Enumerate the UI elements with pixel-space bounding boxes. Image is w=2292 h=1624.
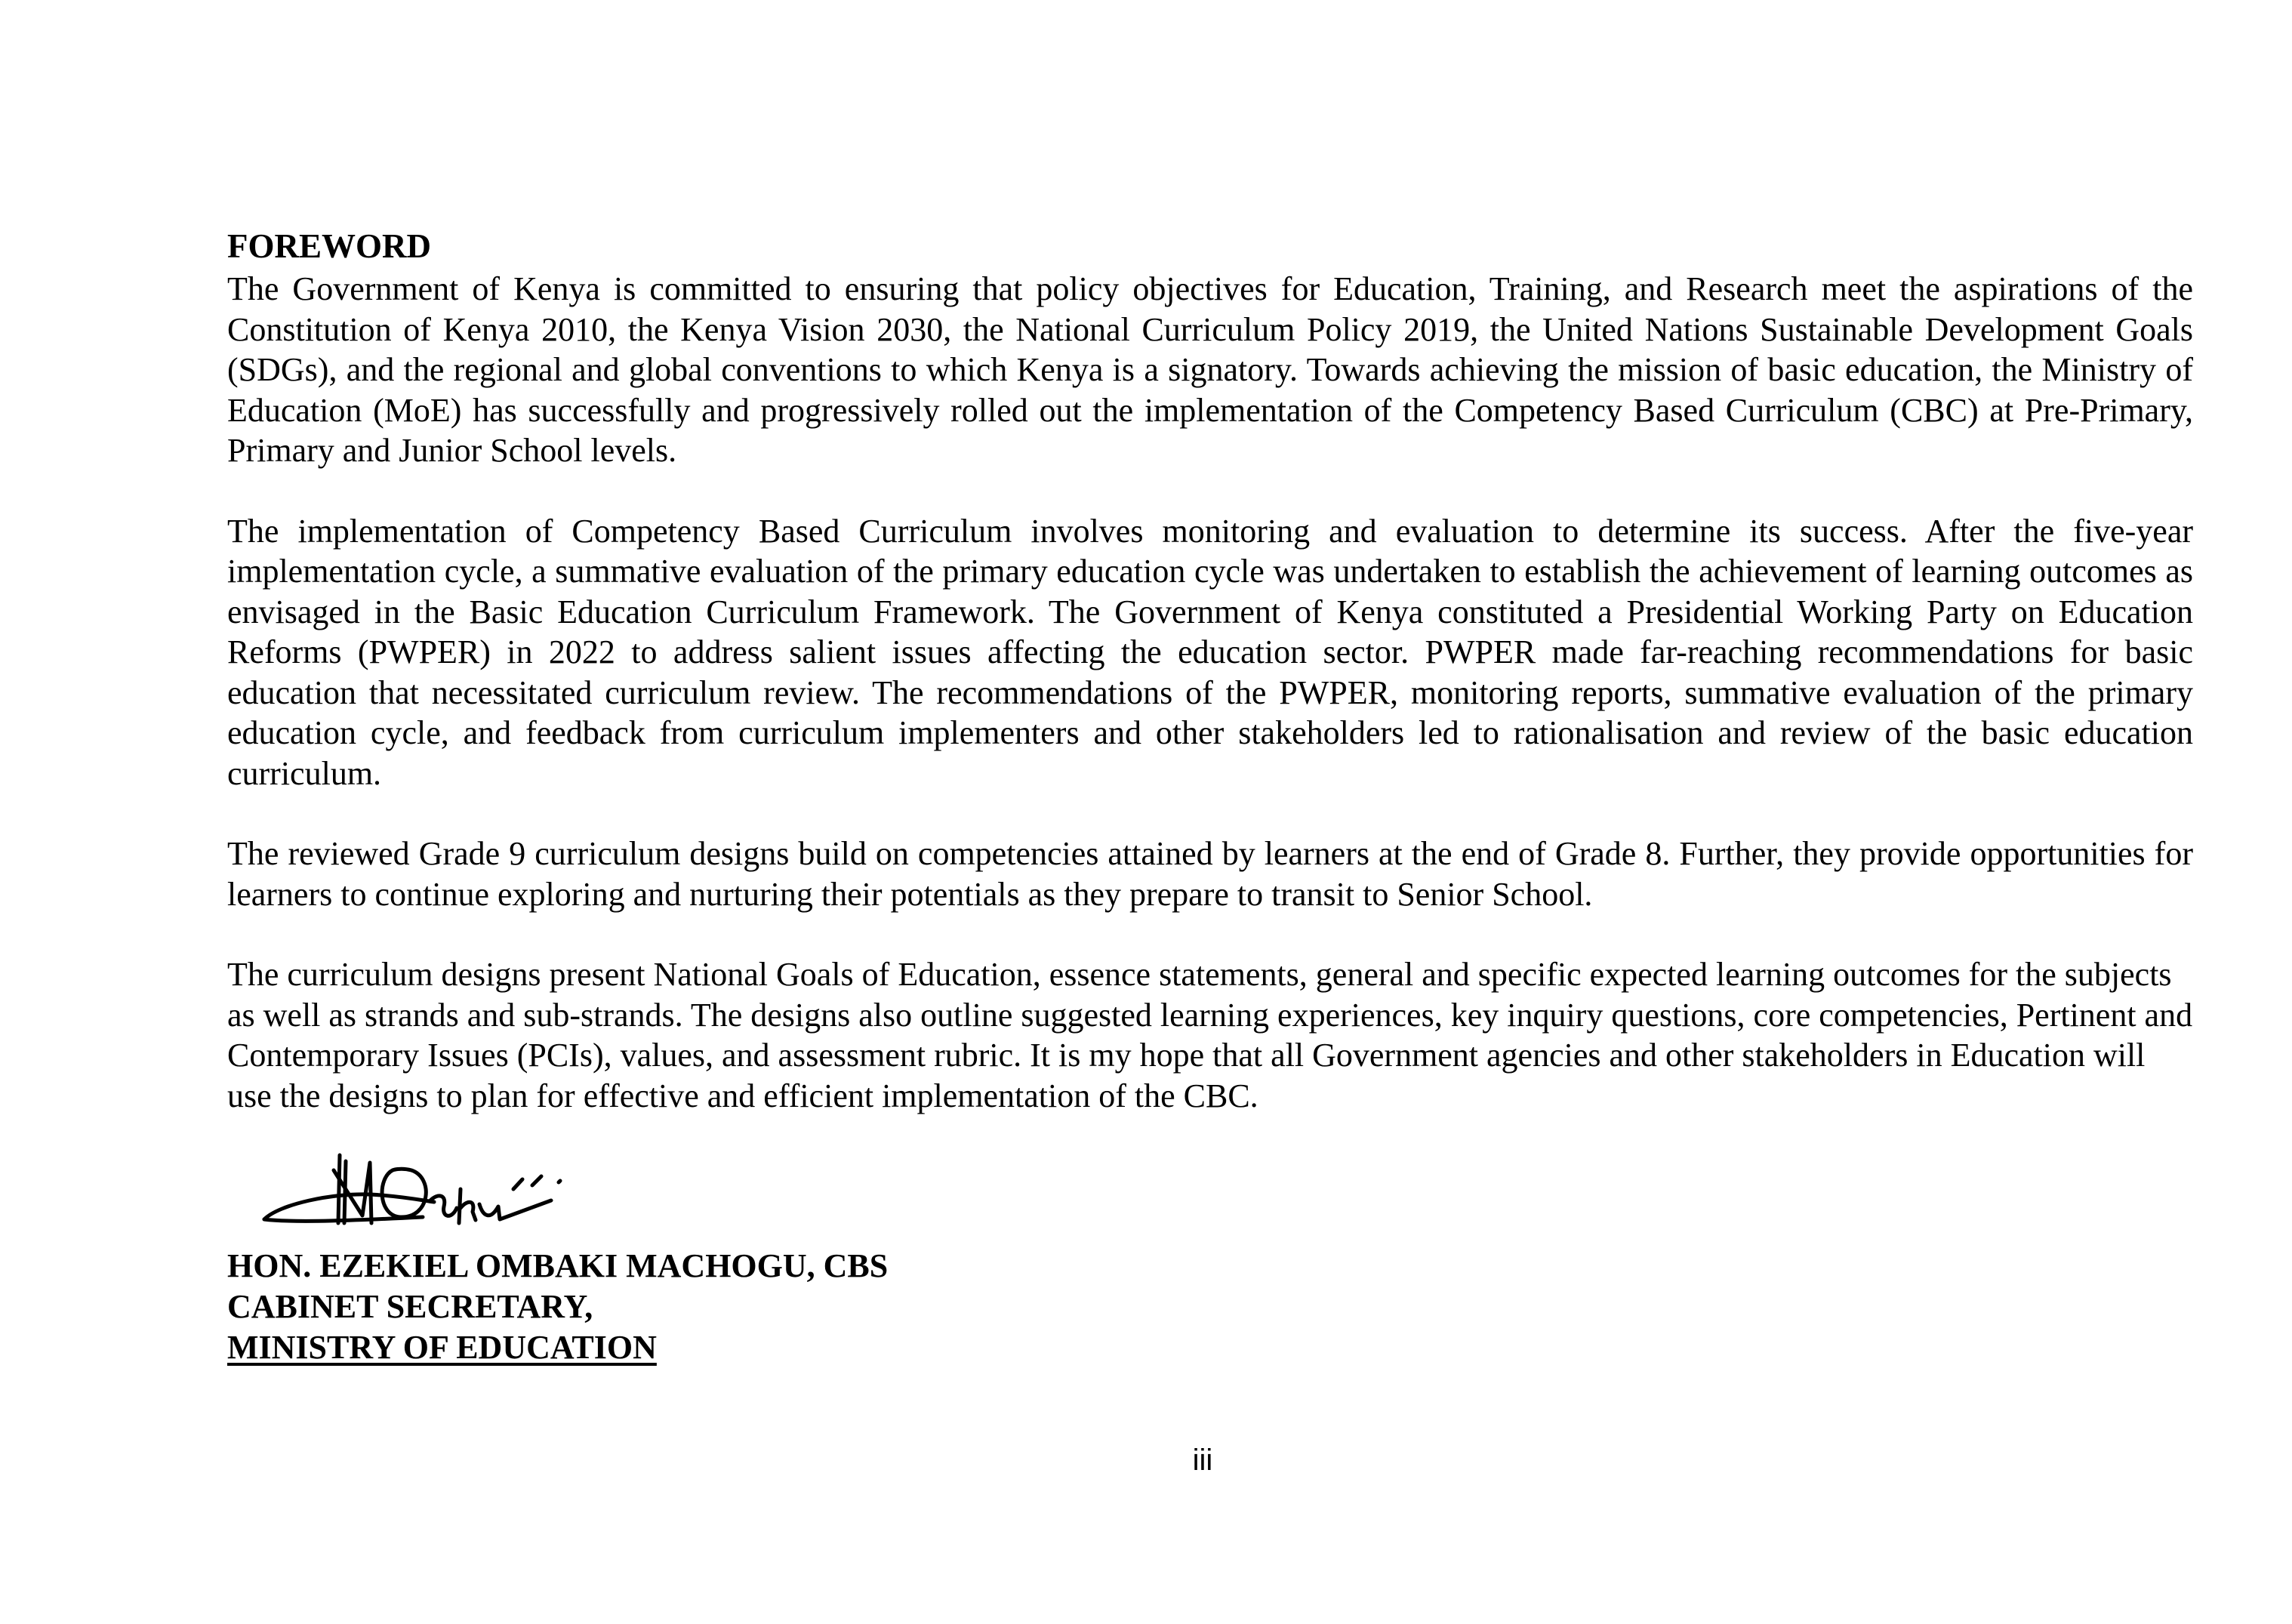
page-title: FOREWORD — [227, 227, 431, 265]
signature-icon — [249, 1148, 642, 1238]
paragraph-1: The Government of Kenya is committed to ensuring that policy objectives for Education, Training, and Research meet the aspirations of the Constitution of Kenya 2010, the Kenya Vision 2030, the National Curriculum Policy 2019, the United Nations Sustainable Development Goals (SDGs), and the regional and global conventions to which Kenya is a signatory. Towards achieving the mission of basic education, the Ministry of Education (MoE) has successfully and progressively rolled out the implementation of the Competency Based Curriculum (CBC) at Pre-Primary, Primary and Junior School levels. — [227, 270, 2193, 469]
signatory-block — [227, 1246, 888, 1368]
paragraph-4: The curriculum designs present National Goals of Education, essence statements, general and specific expected learning outcomes for the subjects as well as strands and sub-strands. The designs also outline suggested learning experiences, key inquiry questions, core competencies, Pertinent and Contemporary Issues (PCIs), values, and assessment rubric. It is my hope that all Government agencies and other stakeholders in Education will use the designs to plan for effective and efficient implementation of the CBC. — [227, 956, 2193, 1114]
signatory-title: CABINET SECRETARY, — [227, 1288, 593, 1325]
paragraph-3: The reviewed Grade 9 curriculum designs build on competencies attained by learners at the end of Grade 8. Further, they provide opportunities for learners to continue exploring and nurturing their potentials as they prepare to transit to Senior School. — [227, 835, 2193, 913]
signatory-name: HON. EZEKIEL OMBAKI MACHOGU, CBS — [227, 1247, 889, 1284]
page-number: iii — [1192, 1444, 1213, 1477]
signatory-organization: MINISTRY OF EDUCATION — [227, 1329, 657, 1366]
paragraph-2: The implementation of Competency Based Curriculum involves monitoring and evaluation to determine its success. After the five-year implementation cycle, a summative evaluation of the primary education cycle was undertaken to establish the achievement of learning outcomes as envisaged in the Basic Education Curriculum Framework. The Government of Kenya constituted a Presidential Working Party on Education Reforms (PWPER) in 2022 to address salient issues affecting the education sector. PWPER made far-reaching recommendations for basic education that necessitated curriculum review. The recommendations of the PWPER, monitoring reports, summative evaluation of the primary education cycle, and feedback from curriculum implementers and other stakeholders led to rationalisation and review of the basic education curriculum. — [227, 512, 2193, 792]
foreword-body — [227, 223, 2193, 1156]
